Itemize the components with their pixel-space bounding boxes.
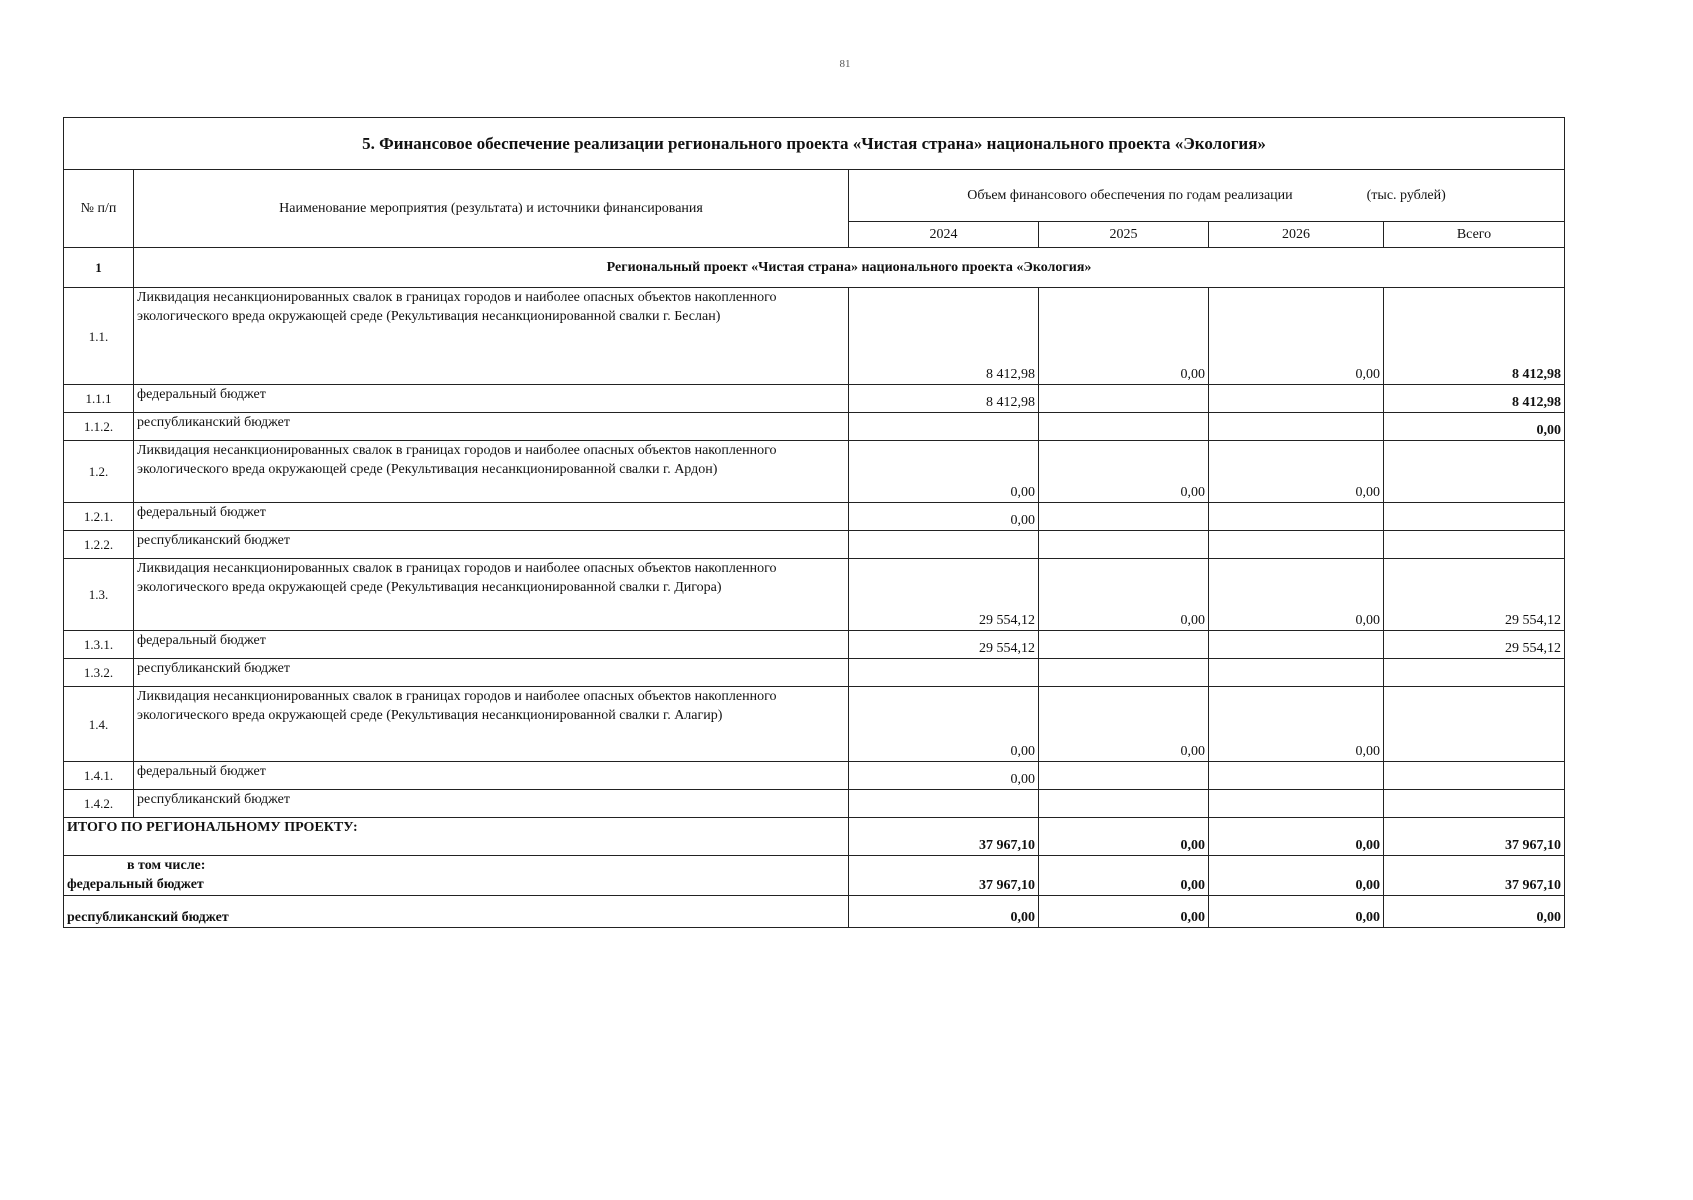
row-value-2024: 0,00 <box>849 441 1039 503</box>
summary-total-all: 37 967,10 <box>1384 818 1565 856</box>
table-row <box>64 762 1565 790</box>
summary-total-2025: 0,00 <box>1039 818 1209 856</box>
row-num: 1.2. <box>64 441 134 503</box>
row-num: 1.2.1. <box>64 503 134 531</box>
row-value-total <box>1384 790 1565 818</box>
summary-federal-2024: 37 967,10 <box>849 856 1039 896</box>
row-num: 1.4.2. <box>64 790 134 818</box>
summary-total-label: ИТОГО ПО РЕГИОНАЛЬНОМУ ПРОЕКТУ: <box>64 818 849 856</box>
row-value-2024: 29 554,12 <box>849 631 1039 659</box>
row-value-2024: 29 554,12 <box>849 559 1039 631</box>
row-num: 1.3.1. <box>64 631 134 659</box>
row-num: 1.4. <box>64 687 134 762</box>
table-row <box>64 385 1565 413</box>
row-name: федеральный бюджет <box>134 385 849 413</box>
row-value-2024: 0,00 <box>849 687 1039 762</box>
table-row <box>64 503 1565 531</box>
row-value-2024: 8 412,98 <box>849 385 1039 413</box>
row-value-2024: 8 412,98 <box>849 288 1039 385</box>
row-value-2026 <box>1209 790 1384 818</box>
row-value-2025: 0,00 <box>1039 441 1209 503</box>
row-value-2026: 0,00 <box>1209 687 1384 762</box>
row-value-2024 <box>849 413 1039 441</box>
row-num: 1.1.1 <box>64 385 134 413</box>
row-name: Ликвидация несанкционированных свалок в границах городов и наиболее опасных объектов накопленного экологического вреда окружающей среде (Рекультивация несанкционированной свалки г. Алагир) <box>134 687 849 762</box>
summary-republic-label: республиканский бюджет <box>64 896 849 928</box>
financial-table <box>63 117 1565 928</box>
row-value-2026 <box>1209 531 1384 559</box>
summary-republic-2026: 0,00 <box>1209 896 1384 928</box>
table-row <box>64 531 1565 559</box>
summary-federal-2025: 0,00 <box>1039 856 1209 896</box>
row-value-2025 <box>1039 385 1209 413</box>
summary-federal-label-cell <box>64 856 849 896</box>
row-value-2025 <box>1039 659 1209 687</box>
row-value-total: 29 554,12 <box>1384 631 1565 659</box>
row-num: 1.4.1. <box>64 762 134 790</box>
row-name: республиканский бюджет <box>134 413 849 441</box>
row-value-2026 <box>1209 385 1384 413</box>
row-value-2026: 0,00 <box>1209 441 1384 503</box>
row-value-2024 <box>849 659 1039 687</box>
row-value-2025 <box>1039 762 1209 790</box>
row-value-total <box>1384 441 1565 503</box>
table-row <box>64 631 1565 659</box>
row-value-2025: 0,00 <box>1039 687 1209 762</box>
header-name: Наименование мероприятия (результата) и источники финансирования <box>134 170 849 248</box>
row-num: 1.3. <box>64 559 134 631</box>
header-year-2026: 2026 <box>1209 222 1384 248</box>
table-row <box>64 288 1565 385</box>
table-body <box>64 288 1565 818</box>
summary-total-2026: 0,00 <box>1209 818 1384 856</box>
summary-federal-2026: 0,00 <box>1209 856 1384 896</box>
summary-republic-all: 0,00 <box>1384 896 1565 928</box>
row-value-2025 <box>1039 790 1209 818</box>
row-value-2024 <box>849 790 1039 818</box>
section-num: 1 <box>64 248 134 288</box>
summary-total-2024: 37 967,10 <box>849 818 1039 856</box>
row-value-total <box>1384 659 1565 687</box>
table-row <box>64 441 1565 503</box>
row-value-total: 8 412,98 <box>1384 385 1565 413</box>
row-value-2026: 0,00 <box>1209 559 1384 631</box>
table-row <box>64 659 1565 687</box>
row-value-2025: 0,00 <box>1039 288 1209 385</box>
row-value-2026 <box>1209 503 1384 531</box>
row-value-total <box>1384 503 1565 531</box>
row-value-2026 <box>1209 413 1384 441</box>
section-title: Региональный проект «Чистая страна» национального проекта «Экология» <box>134 248 1565 288</box>
row-num: 1.1.2. <box>64 413 134 441</box>
row-num: 1.2.2. <box>64 531 134 559</box>
table-row <box>64 687 1565 762</box>
row-value-2025 <box>1039 631 1209 659</box>
row-name: республиканский бюджет <box>134 531 849 559</box>
row-value-2026 <box>1209 762 1384 790</box>
summary-federal-all: 37 967,10 <box>1384 856 1565 896</box>
row-name: федеральный бюджет <box>134 762 849 790</box>
row-name: республиканский бюджет <box>134 659 849 687</box>
page-number: 81 <box>839 58 851 70</box>
header-total: Всего <box>1384 222 1565 248</box>
summary-republic-2024: 0,00 <box>849 896 1039 928</box>
summary-republic-2025: 0,00 <box>1039 896 1209 928</box>
row-value-total: 8 412,98 <box>1384 288 1565 385</box>
row-value-2025 <box>1039 531 1209 559</box>
header-num: № п/п <box>64 170 134 248</box>
row-value-2025: 0,00 <box>1039 559 1209 631</box>
header-year-2025: 2025 <box>1039 222 1209 248</box>
row-name: федеральный бюджет <box>134 631 849 659</box>
row-name: Ликвидация несанкционированных свалок в границах городов и наиболее опасных объектов накопленного экологического вреда окружающей среде (Рекультивация несанкционированной свалки г. Ардон) <box>134 441 849 503</box>
header-volume <box>849 170 1565 222</box>
row-num: 1.3.2. <box>64 659 134 687</box>
row-name: Ликвидация несанкционированных свалок в границах городов и наиболее опасных объектов накопленного экологического вреда окружающей среде (Рекультивация несанкционированной свалки г. Дигора) <box>134 559 849 631</box>
row-value-total: 0,00 <box>1384 413 1565 441</box>
table-row <box>64 790 1565 818</box>
header-volume-label: Объем финансового обеспечения по годам реализации <box>967 188 1293 203</box>
row-value-2025 <box>1039 413 1209 441</box>
row-value-total <box>1384 762 1565 790</box>
row-value-2026 <box>1209 659 1384 687</box>
row-value-2024 <box>849 531 1039 559</box>
summary-federal-label: федеральный бюджет <box>67 877 204 892</box>
row-name: федеральный бюджет <box>134 503 849 531</box>
table-title: 5. Финансовое обеспечение реализации регионального проекта «Чистая страна» национального проекта «Экология» <box>64 118 1565 170</box>
row-name: республиканский бюджет <box>134 790 849 818</box>
row-num: 1.1. <box>64 288 134 385</box>
header-year-2024: 2024 <box>849 222 1039 248</box>
summary-including-label: в том числе: <box>127 858 206 873</box>
row-value-2026 <box>1209 631 1384 659</box>
row-name: Ликвидация несанкционированных свалок в границах городов и наиболее опасных объектов накопленного экологического вреда окружающей среде (Рекультивация несанкционированной свалки г. Беслан) <box>134 288 849 385</box>
row-value-2026: 0,00 <box>1209 288 1384 385</box>
row-value-total <box>1384 531 1565 559</box>
row-value-2024: 0,00 <box>849 762 1039 790</box>
row-value-2024: 0,00 <box>849 503 1039 531</box>
header-unit-label: (тыс. рублей) <box>1366 188 1446 203</box>
row-value-2025 <box>1039 503 1209 531</box>
row-value-total <box>1384 687 1565 762</box>
row-value-total: 29 554,12 <box>1384 559 1565 631</box>
table-row <box>64 413 1565 441</box>
table-row <box>64 559 1565 631</box>
